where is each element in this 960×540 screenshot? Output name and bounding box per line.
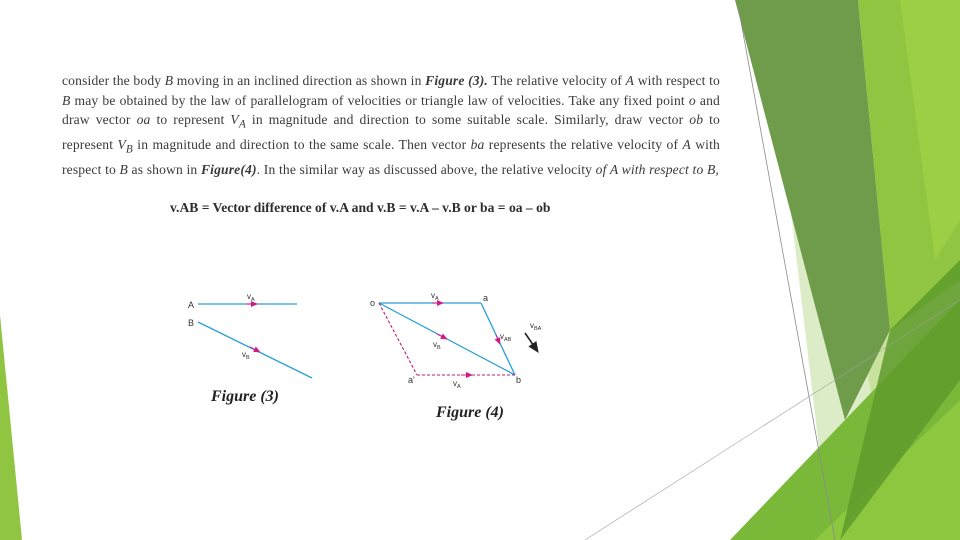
label-vA: $v_A$ (247, 292, 255, 303)
text-run: oa (136, 112, 151, 127)
text-run: o (688, 92, 696, 108)
text-run: may be obtained by the law of parallelogram of velocities or triangle law of velocities. Take any fixed point (70, 92, 689, 108)
text-run: B (62, 92, 71, 108)
text-run: . In the similar way as discussed above, the relative velocity (256, 162, 596, 178)
label-a-prime: a' (408, 375, 415, 385)
figure-4-diagram (365, 285, 555, 390)
label-vB: $v_B$ (242, 350, 250, 361)
label-vA-bottom: $v_A$ (453, 379, 461, 390)
text-run: in magnitude and direction to the same scale. Then vector (133, 137, 471, 153)
text-run: V (230, 112, 239, 127)
text-run: and draw vector (62, 92, 720, 127)
arrow-vB (250, 347, 258, 351)
label-vB: $v_B$ (433, 340, 441, 351)
text-run: ba (470, 137, 485, 153)
figure-3-diagram (180, 285, 320, 385)
label-vBA: $v_{BA}$ (530, 321, 542, 332)
figure-3-caption: Figure (3) (211, 388, 279, 405)
figure-ref: Figure(4) (200, 162, 257, 178)
label-b: b (516, 375, 522, 385)
text-run: A (238, 118, 246, 131)
text-run: consider the body (62, 73, 165, 88)
text-run: A (625, 73, 635, 88)
text-run: to represent (150, 112, 231, 127)
text-run: in magnitude and direction to some suitable scale. Similarly, draw vector (245, 112, 690, 127)
text-run: ob (689, 112, 704, 127)
label-vAB: $v_{AB}$ (500, 332, 512, 343)
text-run: to represent (62, 112, 720, 153)
label-a: a (483, 293, 489, 303)
dashed-o-aprime (379, 303, 417, 375)
label-B: B (188, 318, 195, 328)
arrow-vB (437, 334, 445, 338)
vector-ob (379, 303, 515, 375)
text-run: with respect to (62, 137, 720, 178)
text-run: B (164, 73, 174, 88)
label-A: A (188, 300, 195, 310)
label-o: o (370, 298, 376, 308)
arrow-vAB (496, 335, 499, 342)
text-run: represents the relative velocity of (484, 137, 683, 153)
text-run: The relative velocity of (487, 73, 626, 88)
arrow-vBA (525, 333, 536, 349)
formula-line: v.AB = Vector difference of v.A and v.B = v.A – v.B or ba = oa – ob (170, 200, 551, 215)
text-run: B (119, 162, 128, 178)
label-vA: $v_A$ (431, 291, 439, 302)
text-run: V (117, 137, 126, 153)
text-run: with respect to (634, 73, 720, 88)
left-green-sliver (0, 315, 22, 540)
figure-4-caption: Figure (4) (436, 404, 504, 421)
text-run: of A with respect to B, (595, 162, 719, 178)
figure-ref: Figure (3). (425, 73, 488, 88)
text-run: A (682, 137, 691, 153)
body-paragraph (62, 71, 720, 180)
text-run: moving in an inclined direction as shown in (173, 73, 426, 88)
text-run: as shown in (127, 162, 201, 178)
text-run: B (125, 143, 133, 156)
